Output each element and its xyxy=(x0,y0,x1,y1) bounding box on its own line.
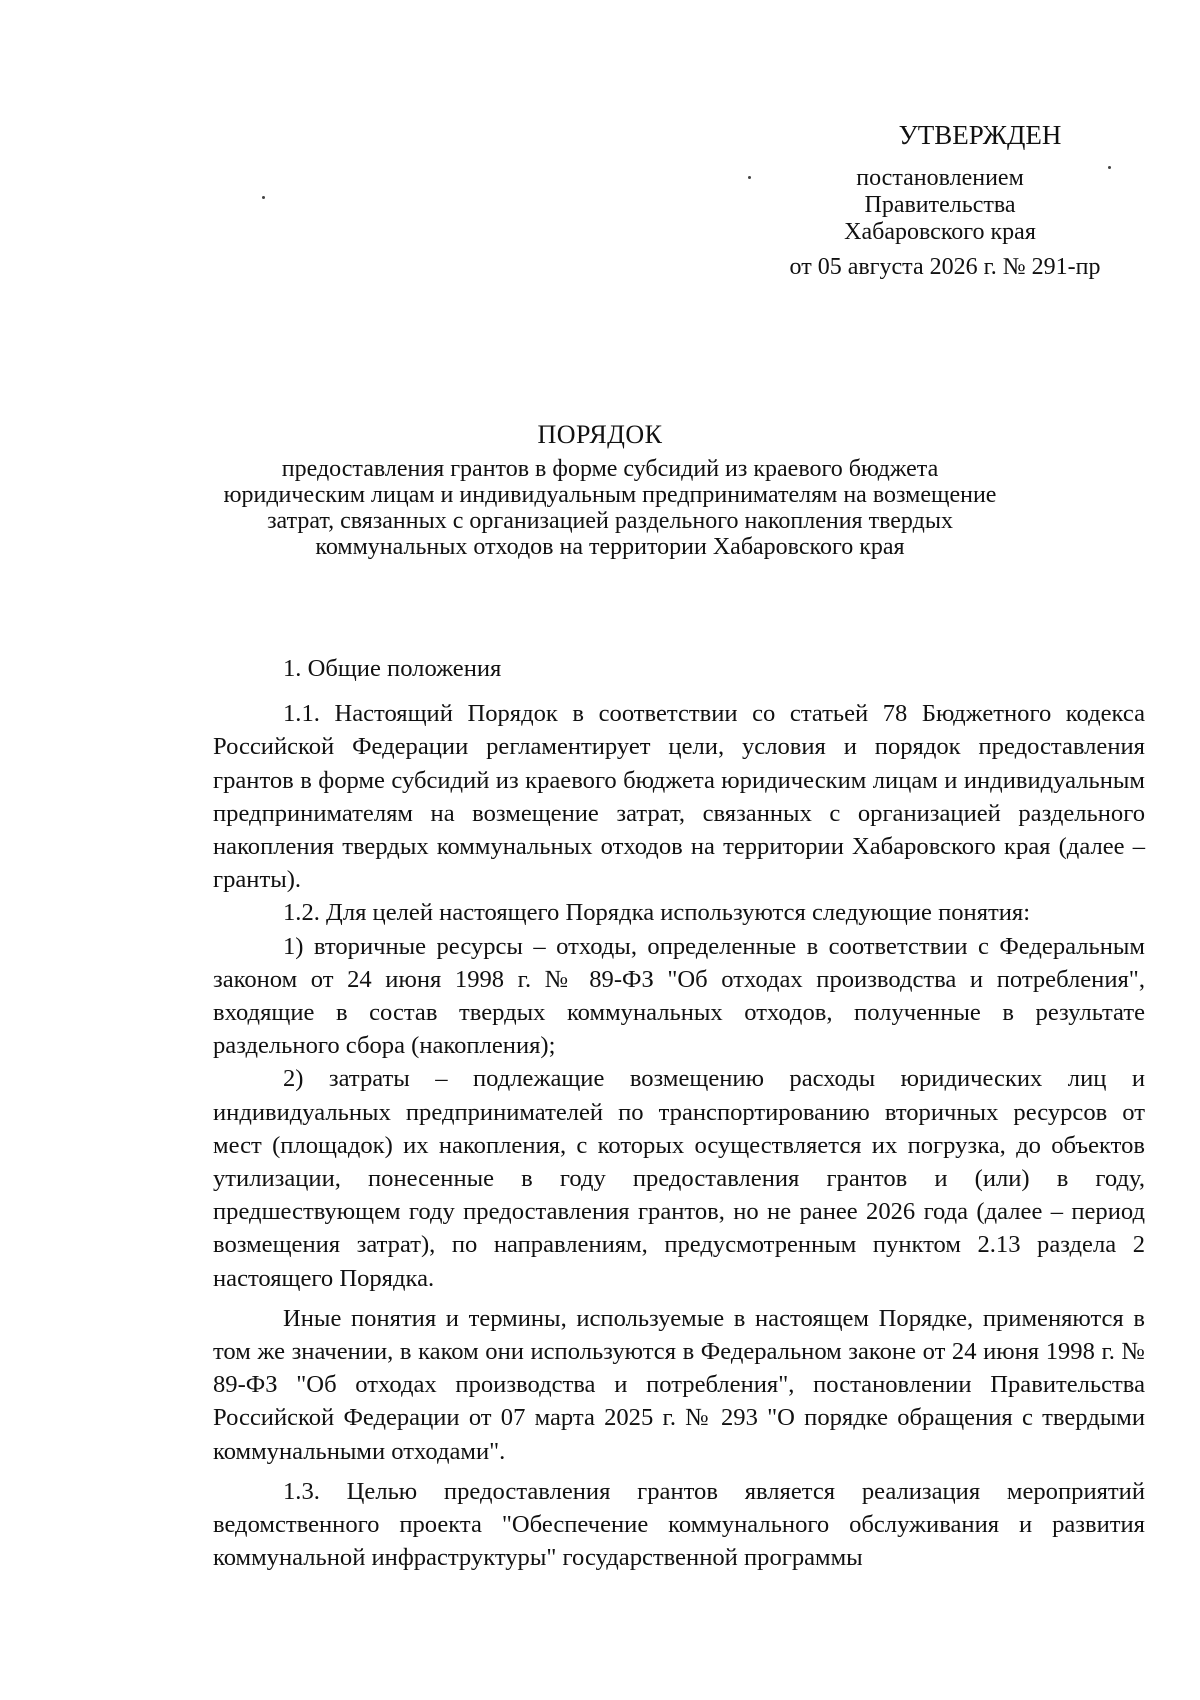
document-subtitle xyxy=(200,456,1020,560)
scan-speck xyxy=(262,196,265,199)
approval-line-3: Хабаровского края xyxy=(844,219,1036,245)
subtitle-line: коммунальных отходов на территории Хабаровского края xyxy=(315,534,905,560)
approval-date: от 05 августа 2026 г. № 291-пр xyxy=(789,254,1101,280)
paragraph-1-2: 1.2. Для целей настоящего Порядка используются следующие понятия: xyxy=(283,899,1031,927)
paragraph-other-terms: Иные понятия и термины, используемые в настоящем Порядке, применяются в том же значении, в каком они используются в Федеральном законе от 24 июня 1998 г. № 89-ФЗ "Об отходах производства и потребления", постановлении Правительства Российской Федерации от 07 марта 2025 г. № 293 "О порядке обращения с твердыми коммунальными отходами". xyxy=(213,1304,1145,1465)
paragraph-definition-2: 2) затраты – подлежащие возмещению расходы юридических лиц и индивидуальных предпринимателей по транспортированию вторичных ресурсов от мест (площадок) их накопления, с которых осуществляется их погрузка, до объектов утилизации, понесенные в году предоставления грантов и (или) в году, предшествующем году предоставления грантов, но не ранее 2026 года (далее – период возмещения затрат), по направлениям, предусмотренным пунктом 2.13 раздела 2 настоящего Порядка. xyxy=(213,1065,1145,1292)
approval-line-1: постановлением xyxy=(856,165,1024,191)
approval-line-2: Правительства xyxy=(864,192,1016,218)
scan-speck xyxy=(748,176,751,179)
document-body xyxy=(213,652,1145,1574)
paragraph-definition-1: 1) вторичные ресурсы – отходы, определенные в соответствии с Федеральным законом от 24 июня 1998 г. № 89-ФЗ "Об отходах производства и потребления", входящие в состав твердых коммунальных отходов, полученные в результате раздельного сбора (накопления); xyxy=(213,932,1145,1060)
paragraph-1-1: 1.1. Настоящий Порядок в соответствии со статьей 78 Бюджетного кодекса Российской Федерации регламентирует цели, условия и порядок предоставления грантов в форме субсидий из краевого бюджета юридическим лицам и индивидуальным предпринимателям на возмещение затрат, связанных с организацией раздельного накопления твердых коммунальных отходов на территории Хабаровского края (далее – гранты). xyxy=(213,700,1145,894)
subtitle-line: предоставления грантов в форме субсидий из краевого бюджета xyxy=(281,456,939,482)
subtitle-line: затрат, связанных с организацией раздельного накопления твердых xyxy=(267,508,953,534)
scan-speck xyxy=(1108,166,1111,169)
approval-block xyxy=(740,122,1160,281)
paragraph-1-3: 1.3. Целью предоставления грантов является реализация мероприятий ведомственного проекта "Обеспечение коммунального обслуживания и развития коммунальной инфраструктуры" государственной программы xyxy=(213,1477,1145,1572)
subtitle-line: юридическим лицам и индивидуальным предпринимателям на возмещение xyxy=(223,482,997,508)
document-title: ПОРЯДОК xyxy=(537,420,663,449)
section-heading: 1. Общие положения xyxy=(283,655,502,682)
approval-title: УТВЕРЖДЕН xyxy=(898,120,1062,150)
